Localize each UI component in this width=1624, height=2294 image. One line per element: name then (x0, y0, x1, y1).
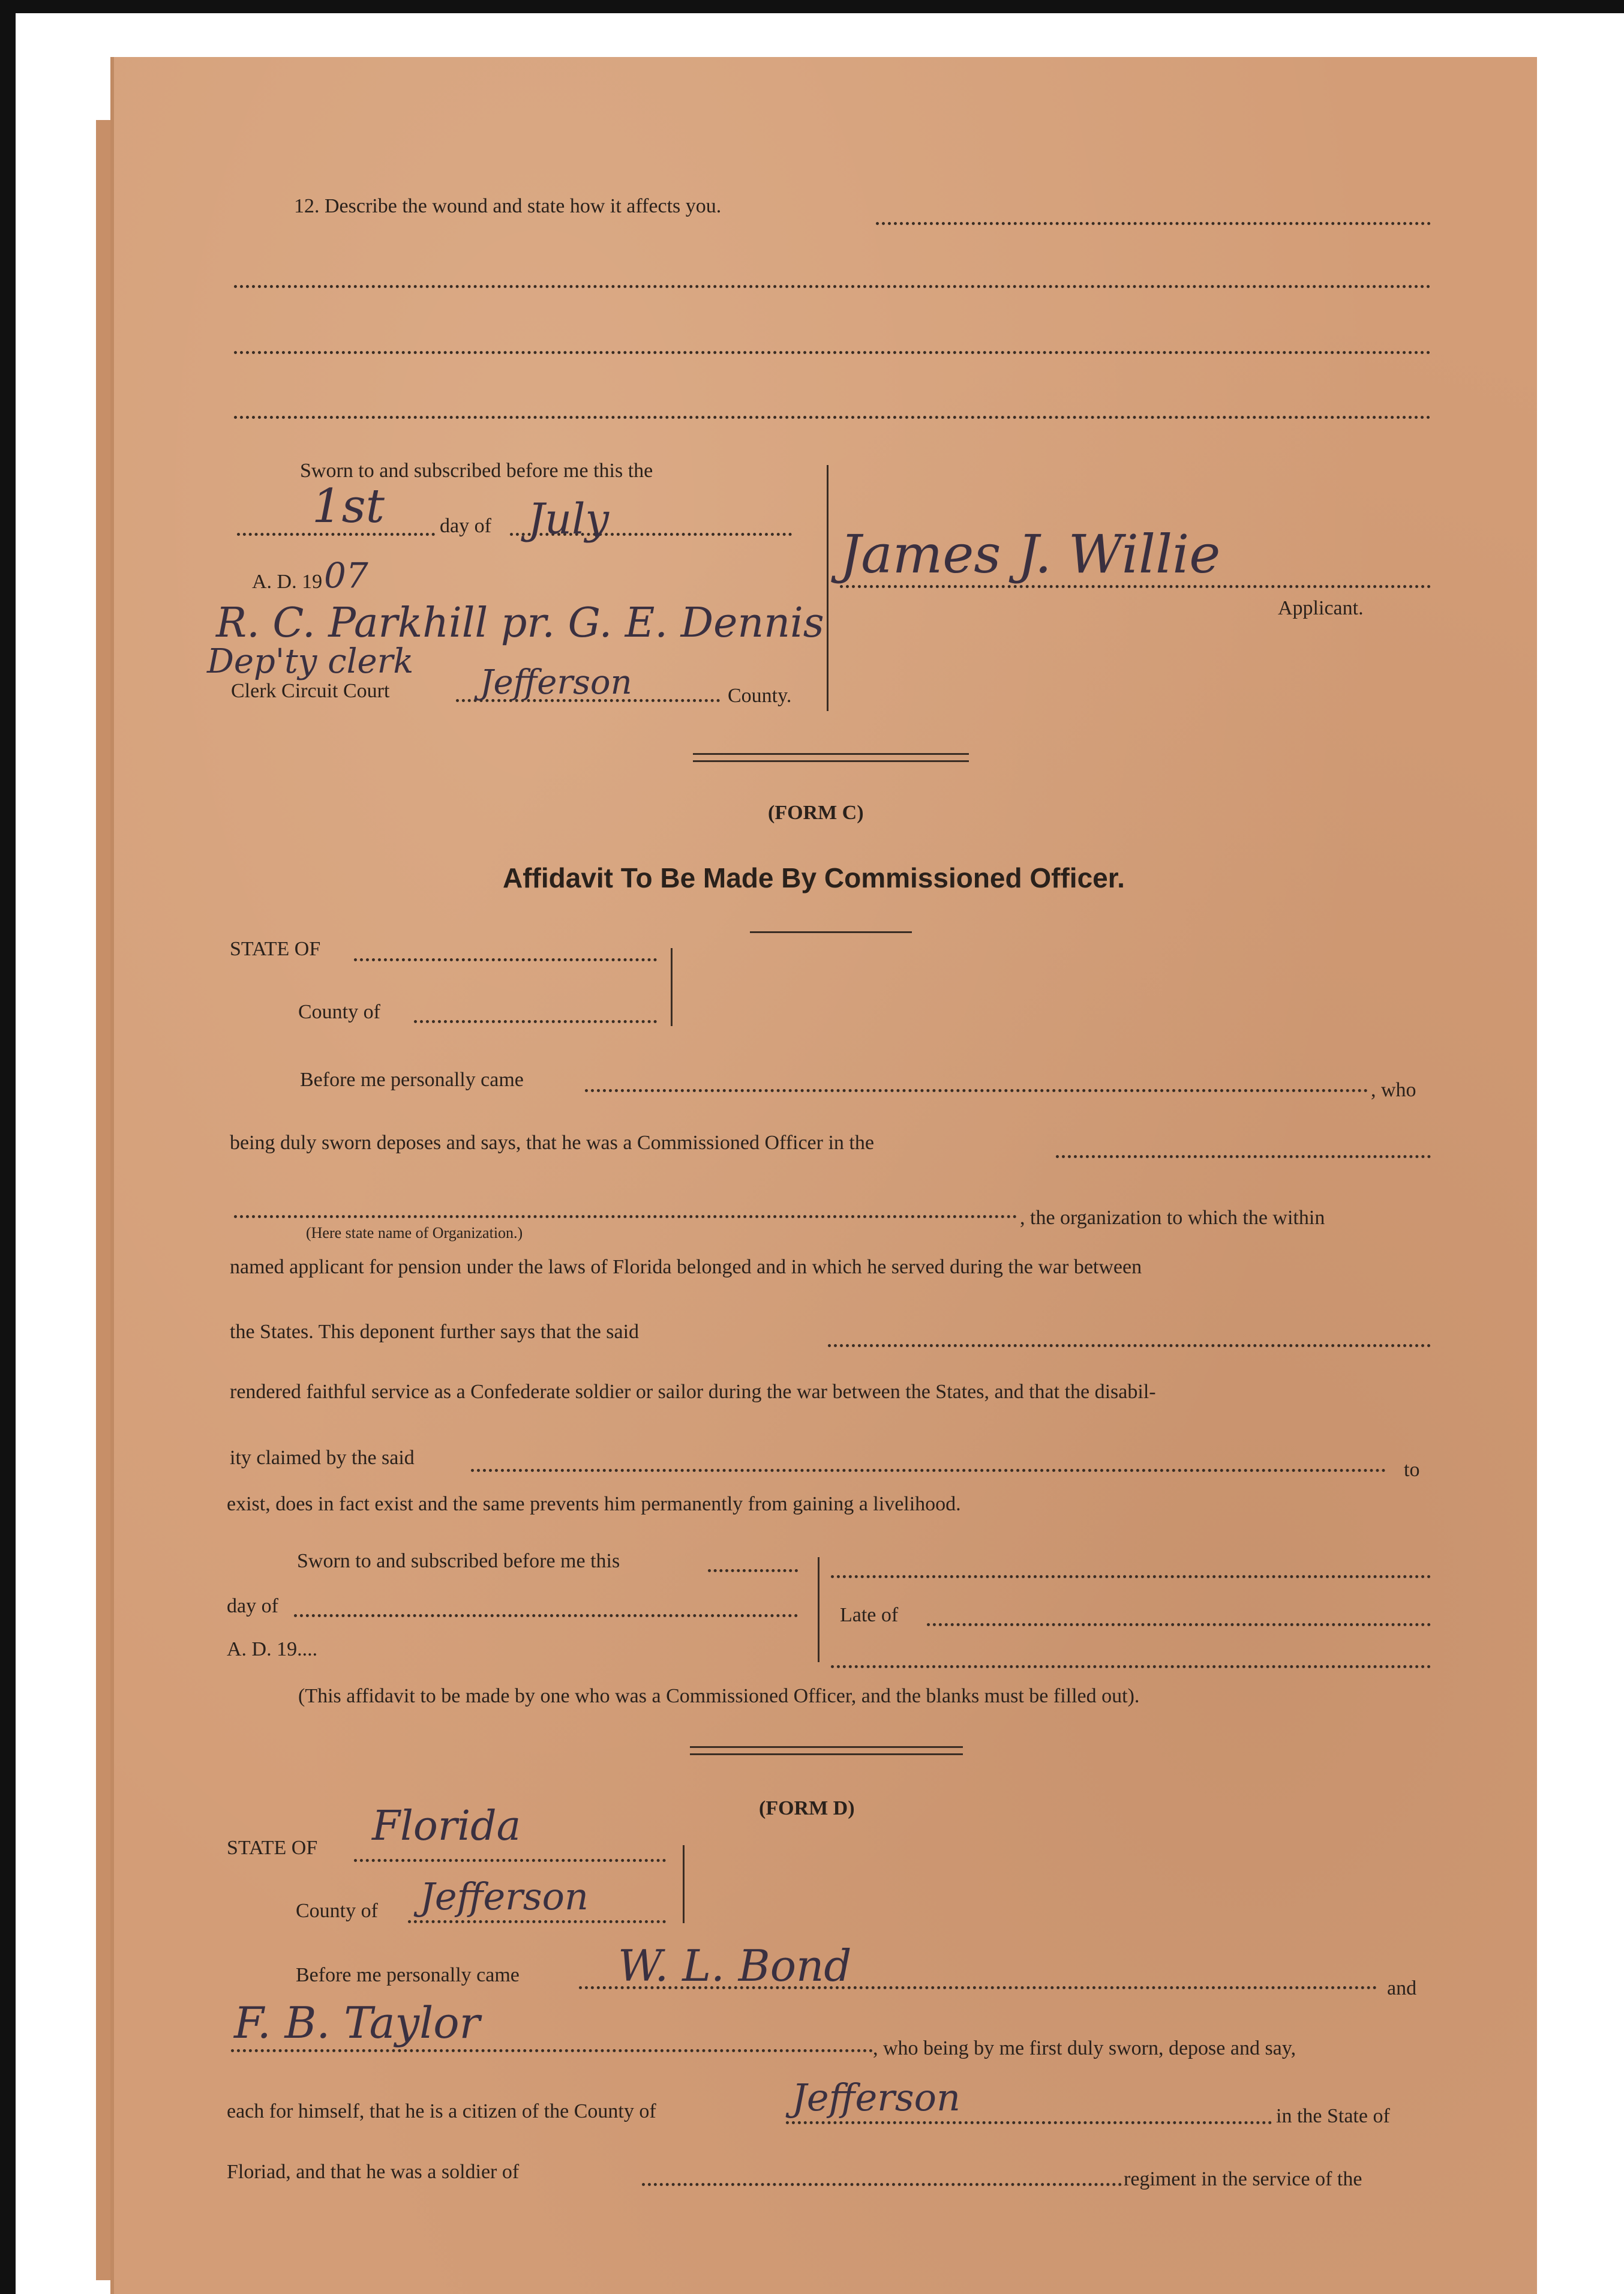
section-divider-bottom (693, 760, 969, 762)
form-d-p4-end: regiment in the service of the (1124, 2168, 1362, 2190)
form-d-county-label: County of (296, 1900, 378, 1922)
section-divider-2-bottom (690, 1753, 963, 1755)
handwritten-witness-1: W. L. Bond (618, 1941, 852, 1991)
handwritten-form-d-county: Jefferson (420, 1875, 589, 1918)
form-c-jurat-1-line (708, 1569, 798, 1572)
form-c-state-line (354, 958, 657, 961)
form-c-extra-line (831, 1665, 1431, 1668)
form-d-county-line (408, 1920, 666, 1923)
form-d-venue-brace (672, 1845, 685, 1923)
form-c-state-label: STATE OF (230, 938, 321, 960)
form-d-p3-end: in the State of (1276, 2105, 1390, 2127)
form-c-p1-start: Before me personally came (300, 1069, 524, 1091)
form-d-state-label: STATE OF (227, 1837, 318, 1859)
form-c-p8: exist, does in fact exist and the same prevents him permanently from gaining a livelihood. (227, 1493, 961, 1515)
form-c-p7-start: ity claimed by the said (230, 1447, 415, 1469)
handwritten-clerk-signature: R. C. Parkhill pr. G. E. Dennis (216, 599, 824, 647)
form-d-p2-end: , who being by me first duly sworn, depose and say, (873, 2037, 1296, 2059)
handwritten-citizen-county: Jefferson (792, 2076, 960, 2119)
item-12-line-2 (234, 285, 1431, 288)
scan-left-border (0, 0, 16, 2294)
form-c-note: (This affidavit to be made by one who was a Commissioned Officer, and the blanks must be filled out). (298, 1685, 1140, 1707)
jurat-day-of: day of (440, 515, 491, 537)
item-12-line-4 (234, 416, 1431, 419)
form-c-p4: named applicant for pension under the laws of Florida belonged and in which he served during the war between (230, 1256, 1142, 1278)
jurat-ad-label: A. D. 19 (252, 571, 323, 593)
form-d-p4-line (642, 2183, 1122, 2186)
form-c-heading: (FORM C) (768, 802, 864, 824)
form-c-p7-end: to (1404, 1459, 1420, 1481)
jurat-sworn-text: Sworn to and subscribed before me this the (300, 460, 653, 482)
form-c-jurat-1: Sworn to and subscribed before me this (297, 1550, 620, 1572)
form-c-org-caption: (Here state name of Organization.) (306, 1224, 523, 1242)
form-d-p2-line (231, 2049, 873, 2052)
form-c-p5-line (828, 1344, 1431, 1347)
form-c-p3-end: , the organization to which the within (1020, 1207, 1325, 1229)
form-c-p5: the States. This deponent further says that the said (230, 1321, 640, 1343)
form-c-p1-line (585, 1089, 1368, 1092)
form-c-title-rule (750, 931, 912, 933)
item-12-line-1 (876, 222, 1431, 225)
handwritten-applicant-signature: James J. Willie (840, 523, 1221, 585)
form-d-p1-line (579, 1986, 1377, 1989)
form-d-state-line (354, 1859, 666, 1862)
form-c-jurat-2-line (294, 1614, 798, 1617)
form-c-venue-brace (660, 948, 673, 1026)
handwritten-county: Jefferson (480, 663, 632, 702)
section-divider-2-top (690, 1746, 963, 1748)
form-c-p6: rendered faithful service as a Confederate soldier or sailor during the war between the States, and that the disabil- (230, 1381, 1156, 1403)
form-d-p1-end: and (1387, 1977, 1417, 1999)
form-c-late-of-label: Late of (840, 1604, 899, 1626)
applicant-label: Applicant. (1278, 597, 1364, 619)
form-d-p3-line (786, 2121, 1272, 2124)
form-c-p1-end: , who (1371, 1079, 1416, 1101)
handwritten-day: 1st (312, 479, 385, 533)
form-c-county-label: County of (298, 1001, 380, 1023)
form-c-late-of-line (927, 1623, 1431, 1626)
form-c-p2: being duly sworn deposes and says, that he was a Commissioned Officer in the (230, 1132, 874, 1154)
form-c-signature-line (831, 1575, 1431, 1578)
section-divider-top (693, 753, 969, 755)
form-d-heading: (FORM D) (759, 1797, 855, 1819)
handwritten-state: Florida (372, 1803, 521, 1850)
jurat-county-label: County. (728, 685, 792, 707)
form-c-jurat-3: A. D. 19.... (227, 1638, 318, 1660)
scan-top-border (0, 0, 1624, 13)
form-d-p4-start: Floriad, and that he was a soldier of (227, 2161, 520, 2183)
jurat-clerk-label: Clerk Circuit Court (231, 680, 390, 702)
form-c-p7-line (471, 1469, 1386, 1472)
form-d-p3-start: each for himself, that he is a citizen of the County of (227, 2100, 656, 2122)
form-d-p1-start: Before me personally came (296, 1964, 520, 1986)
form-c-jurat-brace (807, 1557, 819, 1662)
item-12-line-3 (234, 351, 1431, 354)
handwritten-month: July (528, 494, 610, 544)
form-c-jurat-2: day of (227, 1595, 278, 1617)
form-c-title: Affidavit To Be Made By Commissioned Officer. (503, 862, 1125, 893)
handwritten-witness-2: F. B. Taylor (234, 1998, 481, 2048)
item-12-label: 12. Describe the wound and state how it affects you. (294, 195, 722, 217)
handwritten-deputy-clerk: Dep'ty clerk (207, 642, 414, 681)
form-c-p2-line (1056, 1155, 1431, 1158)
handwritten-year: 07 (324, 555, 368, 596)
applicant-signature-line (840, 585, 1431, 588)
form-c-county-line (414, 1020, 657, 1023)
form-c-org-line (234, 1215, 1017, 1218)
jurat-brace (816, 465, 828, 711)
